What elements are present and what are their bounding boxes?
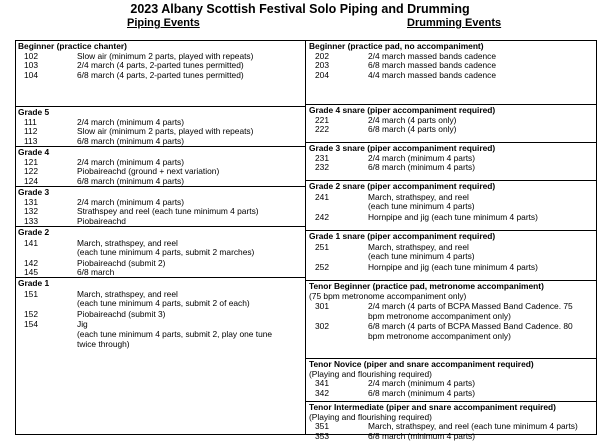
event-number: 251: [315, 241, 329, 252]
event-number: 351: [315, 421, 329, 432]
column-divider: [305, 40, 306, 435]
event-number: 204: [315, 69, 329, 80]
event-row: [309, 302, 595, 321]
event-description-line: 6/8 march massed bands cadence: [368, 60, 497, 71]
event-description-line: 2/4 march (minimum 4 parts): [368, 378, 476, 389]
piping-group-heading: Grade 2: [18, 227, 50, 237]
drumming-group: [309, 360, 595, 398]
event-row: [18, 177, 303, 187]
piping-group: [18, 188, 303, 226]
event-description-line: 2/4 march (minimum 4 parts): [77, 196, 185, 207]
event-description-line: Hornpipe and jig (each tune minimum 4 parts): [368, 261, 538, 272]
event-description-line: 2/4 march (minimum 4 parts): [368, 152, 476, 163]
event-number: 121: [24, 156, 38, 167]
event-row: [18, 268, 303, 278]
event-row: [309, 322, 595, 341]
drumming-group: [309, 182, 595, 222]
event-number: 133: [24, 215, 38, 226]
event-row: [309, 193, 595, 212]
piping-group-divider: [16, 106, 305, 107]
event-description-line: March, strathspey, and reel: [368, 191, 469, 202]
event-number: 111: [24, 116, 37, 127]
event-description: [368, 243, 595, 262]
event-number: 113: [24, 135, 38, 146]
drumming-group: [309, 403, 595, 441]
event-description: [77, 217, 303, 227]
event-description-line: 2/4 march massed bands cadence: [368, 50, 497, 61]
event-description-line: 2/4 march (4 parts of BCPA Massed Band Cadence. 75: [368, 301, 573, 312]
event-description-line: March, strathspey, and reel: [77, 237, 178, 248]
event-description: [368, 263, 595, 273]
event-row: [18, 310, 303, 320]
event-description-line: bpm metronome accompaniment only): [368, 310, 511, 321]
event-description-line: 2/4 march (minimum 4 parts): [77, 116, 185, 127]
piping-group-heading: Grade 4: [18, 147, 50, 157]
event-number: 232: [315, 162, 329, 173]
event-number: 252: [315, 261, 329, 272]
event-number: 112: [24, 126, 38, 137]
event-description-line: 6/8 march (4 parts, 2-parted tunes permitted): [77, 69, 244, 80]
drumming-group: [309, 106, 595, 135]
piping-group: [18, 279, 303, 349]
event-description-line: (each tune minimum 4 parts, submit 2 marches): [77, 247, 255, 258]
event-number: 154: [24, 319, 38, 330]
event-description-line: Piobaireachd (submit 3): [77, 308, 166, 319]
event-row: [18, 217, 303, 227]
drumming-group: [309, 232, 595, 272]
drumming-group-note: (Playing and flourishing required): [309, 368, 432, 379]
event-row: [309, 389, 595, 399]
piping-group-heading: Grade 3: [18, 187, 50, 197]
event-description: [77, 320, 303, 349]
event-number: 122: [24, 166, 38, 177]
piping-group: [18, 148, 303, 186]
event-number: 341: [315, 378, 329, 389]
event-number: 152: [24, 308, 38, 319]
event-description: [368, 163, 595, 173]
event-description-line: March, strathspey, and reel (each tune minimum 4 parts): [368, 421, 578, 432]
event-number: 301: [315, 301, 329, 312]
event-description: [77, 71, 303, 81]
event-number: 221: [315, 114, 329, 125]
event-description-line: (each tune minimum 4 parts): [368, 251, 475, 262]
event-description-line: twice through): [77, 338, 130, 349]
event-description-line: 6/8 march (4 parts only): [368, 124, 457, 135]
event-description: [77, 290, 303, 309]
event-description: [77, 310, 303, 320]
drumming-events-header: Drumming Events: [407, 17, 502, 29]
event-number: 202: [315, 50, 329, 61]
event-description-line: 6/8 march (minimum 4 parts): [77, 175, 185, 186]
drumming-group-note: (75 bpm metronome accompaniment only): [309, 290, 467, 301]
event-row: [309, 243, 595, 262]
event-description-line: bpm metronome accompaniment only): [368, 330, 511, 341]
event-description: [368, 432, 595, 441]
event-description-line: 6/8 march (minimum 4 parts): [77, 135, 185, 146]
drumming-group-heading: Grade 3 snare (piper accompaniment required): [309, 143, 496, 153]
page-title: 2023 Albany Scottish Festival Solo Piping and Drumming: [130, 2, 470, 16]
piping-group-heading: Beginner (practice chanter): [18, 41, 127, 51]
event-number: 145: [24, 267, 38, 278]
event-row: [18, 320, 303, 349]
drumming-group-heading: Grade 1 snare (piper accompaniment required): [309, 231, 496, 241]
event-description-line: 6/8 march (4 parts of BCPA Massed Band Cadence. 80: [368, 321, 573, 332]
event-row: [309, 432, 595, 441]
event-description-line: Piobaireachd (ground + next variation): [77, 166, 220, 177]
event-number: 203: [315, 60, 329, 71]
event-number: 124: [24, 175, 38, 186]
event-description-line: Slow air (minimum 2 parts, played with repeats): [77, 50, 254, 61]
event-row: [18, 239, 303, 258]
event-description-line: 2/4 march (4 parts, 2-parted tunes permitted): [77, 60, 244, 71]
event-description: [77, 268, 303, 278]
event-number: 131: [24, 196, 38, 207]
event-row: [309, 213, 595, 223]
event-number: 151: [24, 288, 38, 299]
event-row: [309, 125, 595, 135]
event-description-line: (each tune minimum 4 parts, submit 2 of each): [77, 298, 250, 309]
drumming-group: [309, 42, 595, 80]
event-description: [368, 193, 595, 212]
drumming-group-heading: Grade 4 snare (piper accompaniment required): [309, 105, 496, 115]
event-number: 241: [315, 191, 329, 202]
event-description: [368, 389, 595, 399]
event-number: 104: [24, 69, 38, 80]
event-description-line: (each tune minimum 4 parts, submit 2, play one tune: [77, 328, 273, 339]
event-description: [77, 177, 303, 187]
event-row: [309, 263, 595, 273]
event-description: [368, 125, 595, 135]
drumming-group-heading: Tenor Beginner (practice pad, metronome accompaniment): [309, 281, 544, 291]
event-description-line: Strathspey and reel (each tune minimum 4 parts): [77, 206, 259, 217]
drumming-group: [309, 144, 595, 173]
event-number: 222: [315, 124, 329, 135]
piping-group: [18, 108, 303, 146]
event-row: [18, 71, 303, 81]
event-number: 353: [315, 430, 329, 441]
piping-group-heading: Grade 1: [18, 278, 50, 288]
event-description-line: 6/8 march (minimum 4 parts): [368, 387, 476, 398]
drumming-group-heading: Tenor Novice (piper and snare accompaniment required): [309, 359, 534, 369]
event-description-line: Jig: [77, 319, 88, 330]
event-row: [309, 71, 595, 81]
event-description-line: 2/4 march (minimum 4 parts): [77, 156, 185, 167]
event-number: 242: [315, 211, 329, 222]
drumming-group-heading: Tenor Intermediate (piper and snare accompaniment required): [309, 402, 556, 412]
event-row: [18, 290, 303, 309]
event-description: [368, 302, 595, 321]
event-description-line: March, strathspey, and reel: [77, 288, 178, 299]
event-description-line: 6/8 march: [77, 267, 115, 278]
event-number: 342: [315, 387, 329, 398]
event-description: [77, 239, 303, 258]
event-number: 231: [315, 152, 329, 163]
event-description-line: Piobaireachd: [77, 215, 126, 226]
piping-group: [18, 42, 303, 80]
piping-group-heading: Grade 5: [18, 107, 50, 117]
event-row: [18, 207, 303, 217]
drumming-group-note: (Playing and flourishing required): [309, 411, 432, 422]
drumming-group-heading: Beginner (practice pad, no accompaniment): [309, 41, 484, 51]
event-description: [368, 322, 595, 341]
event-row: [309, 163, 595, 173]
event-description-line: Piobaireachd (submit 2): [77, 257, 166, 268]
piping-group: [18, 228, 303, 278]
drumming-group-heading: Grade 2 snare (piper accompaniment required): [309, 181, 496, 191]
event-description-line: Slow air (minimum 2 parts, played with repeats): [77, 126, 254, 137]
event-description: [77, 137, 303, 147]
event-description-line: March, strathspey, and reel: [368, 241, 469, 252]
event-number: 302: [315, 321, 329, 332]
event-row: [18, 137, 303, 147]
event-number: 142: [24, 257, 38, 268]
event-number: 132: [24, 206, 38, 217]
event-number: 141: [24, 237, 38, 248]
drumming-group: [309, 282, 595, 342]
event-number: 103: [24, 60, 38, 71]
piping-events-header: Piping Events: [127, 17, 200, 29]
event-number: 102: [24, 50, 38, 61]
event-description-line: 6/8 march (minimum 4 parts): [368, 430, 476, 441]
event-description-line: (each tune minimum 4 parts): [368, 201, 475, 212]
event-description-line: 6/8 march (minimum 4 parts): [368, 162, 476, 173]
event-description-line: Hornpipe and jig (each tune minimum 4 parts): [368, 211, 538, 222]
event-row: [18, 259, 303, 269]
event-description: [368, 213, 595, 223]
event-description-line: 2/4 march (4 parts only): [368, 114, 457, 125]
event-description-line: 4/4 march massed bands cadence: [368, 69, 497, 80]
event-description: [368, 71, 595, 81]
